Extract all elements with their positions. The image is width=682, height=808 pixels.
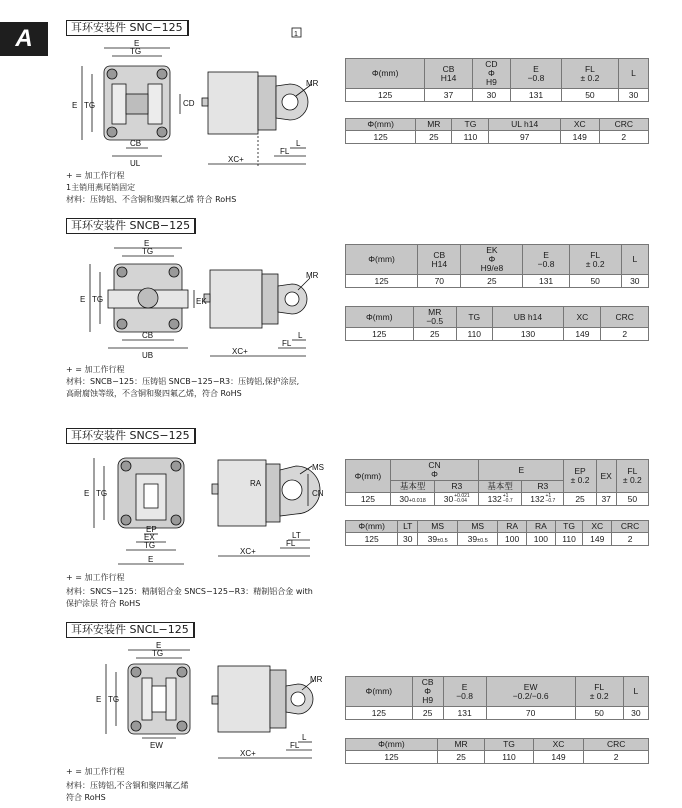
header-cell: UL h14 bbox=[489, 119, 560, 131]
header-cell: Φ(mm) bbox=[346, 521, 398, 533]
header-cell: XC bbox=[533, 739, 584, 751]
dim-e-top: E bbox=[134, 39, 140, 48]
table-cell: 50 bbox=[575, 707, 623, 720]
table-cell: 37 bbox=[425, 89, 473, 102]
table-cell: 125 bbox=[346, 328, 414, 341]
table-row bbox=[346, 89, 649, 102]
table-cell: 30 +0.021 −0.04 bbox=[435, 493, 479, 506]
table-cell: 30+0.018 bbox=[390, 493, 435, 506]
dim-e-top: E bbox=[156, 641, 162, 650]
header-cell: E bbox=[479, 460, 564, 481]
spec-table-sncb-2 bbox=[345, 306, 649, 341]
header-cell: Φ(mm) bbox=[346, 677, 413, 707]
dim-tg-top: TG bbox=[152, 649, 164, 658]
table-cell: 30 bbox=[618, 89, 648, 102]
drawing-sncs bbox=[60, 444, 350, 574]
header-cell: CRC bbox=[601, 307, 649, 328]
dim-cb: CB bbox=[142, 331, 154, 340]
table-cell: 30 bbox=[623, 707, 648, 720]
dim-xc: XC+ bbox=[240, 547, 256, 556]
table-cell: 30 bbox=[472, 89, 510, 102]
dim-tg-bottom: TG bbox=[144, 541, 156, 550]
notes-snc: + = 加工作行程 1主销用燕尾销固定 材料：压铸铝、不含铜和聚四氟乙烯 符合 RoHS bbox=[66, 171, 237, 204]
header-cell: MR −0.5 bbox=[413, 307, 456, 328]
table-cell: 132 +1 −0.7 bbox=[479, 493, 522, 506]
spec-table-snc-2 bbox=[345, 118, 649, 144]
dim-tg-left: TG bbox=[84, 101, 96, 110]
dim-ek: EK bbox=[196, 297, 207, 306]
table-cell: 110 bbox=[555, 533, 583, 546]
table-cell: 30 bbox=[621, 275, 648, 288]
dim-e-top: E bbox=[144, 239, 150, 248]
header-cell: Φ(mm) bbox=[346, 307, 414, 328]
header-row bbox=[346, 245, 649, 275]
table-cell: 125 bbox=[346, 707, 413, 720]
header-cell: XC bbox=[560, 119, 599, 131]
table-cell: 131 bbox=[510, 89, 561, 102]
dim-tg-top: TG bbox=[130, 47, 142, 56]
header-cell: Φ(mm) bbox=[346, 245, 418, 275]
spec-table-snc-1 bbox=[345, 58, 649, 102]
table-cell: 25 bbox=[413, 328, 456, 341]
table-cell: 149 bbox=[564, 328, 601, 341]
header-cell: Φ(mm) bbox=[346, 59, 425, 89]
table-cell: 97 bbox=[489, 131, 560, 144]
table-cell: 130 bbox=[492, 328, 564, 341]
table-cell: 37 bbox=[596, 493, 616, 506]
header-cell: CRC bbox=[612, 521, 649, 533]
header-cell: XC bbox=[583, 521, 612, 533]
table-cell: 125 bbox=[346, 533, 398, 546]
table-row bbox=[346, 275, 649, 288]
spec-table-sncl-1 bbox=[345, 676, 649, 720]
table-cell: 149 bbox=[583, 533, 612, 546]
table-cell: 39±0.5 bbox=[418, 533, 458, 546]
drawing-snc bbox=[60, 31, 350, 170]
header-cell: CRC bbox=[584, 739, 649, 751]
dim-mr: MR bbox=[306, 271, 319, 280]
header-cell: TG bbox=[485, 739, 533, 751]
table-row bbox=[346, 131, 649, 144]
dim-e-left: E bbox=[72, 101, 78, 110]
header-cell: MR bbox=[416, 119, 452, 131]
dim-fl: FL bbox=[280, 147, 290, 156]
table-cell: 2 bbox=[601, 328, 649, 341]
dim-fl: FL bbox=[290, 741, 300, 750]
header-cell: L bbox=[618, 59, 648, 89]
table-cell: 30 bbox=[398, 533, 418, 546]
table-cell: 2 bbox=[612, 533, 649, 546]
table-row bbox=[346, 533, 649, 546]
header-cell: UB h14 bbox=[492, 307, 564, 328]
dim-ul: UL bbox=[130, 159, 141, 168]
dim-mr: MR bbox=[310, 675, 323, 684]
dim-e-left: E bbox=[96, 695, 102, 704]
header-row bbox=[346, 59, 649, 89]
table-cell: 2 bbox=[599, 131, 648, 144]
dim-tg-top: TG bbox=[142, 247, 154, 256]
table-cell: 149 bbox=[533, 751, 584, 764]
table-cell: 131 bbox=[443, 707, 486, 720]
header-cell: E −0.8 bbox=[523, 245, 569, 275]
header-cell: EK Φ H9/e8 bbox=[461, 245, 523, 275]
dim-tg-left: TG bbox=[96, 489, 108, 498]
header-row bbox=[346, 460, 649, 481]
dim-xc: XC+ bbox=[240, 749, 256, 758]
section-title-sncs: 耳环安装件 SNCS−125 bbox=[66, 428, 196, 444]
header-cell: E −0.8 bbox=[510, 59, 561, 89]
header-row bbox=[346, 521, 649, 533]
header-cell: Φ(mm) bbox=[346, 119, 416, 131]
table-cell: 50 bbox=[616, 493, 648, 506]
table-cell: 132 +1 −0.7 bbox=[522, 493, 564, 506]
spec-table-sncl-2 bbox=[345, 738, 649, 764]
table-cell: 25 bbox=[416, 131, 452, 144]
header-row bbox=[346, 307, 649, 328]
dim-xc: XC+ bbox=[232, 347, 248, 356]
table-cell: 125 bbox=[346, 751, 438, 764]
header-cell: FL ± 0.2 bbox=[561, 59, 618, 89]
header-cell: RA bbox=[498, 521, 527, 533]
header-cell: CB H14 bbox=[418, 245, 461, 275]
header-cell: XC bbox=[564, 307, 601, 328]
notes-sncs: + = 加工作行程 材料：SNCS−125：精制铝合金 SNCS−125−R3：精制铝合金 with 保护涂层 符合 RoHS bbox=[66, 573, 313, 608]
table-cell: 110 bbox=[452, 131, 489, 144]
dim-ew: EW bbox=[150, 741, 163, 750]
table-cell: 2 bbox=[584, 751, 649, 764]
table-cell: 50 bbox=[561, 89, 618, 102]
table-cell: 149 bbox=[560, 131, 599, 144]
header-cell: FL ± 0.2 bbox=[575, 677, 623, 707]
header-cell: EX bbox=[596, 460, 616, 493]
dim-ref-marker: 1 bbox=[294, 31, 298, 38]
dim-e-left: E bbox=[80, 295, 86, 304]
header-row bbox=[346, 739, 649, 751]
dim-ms: MS bbox=[312, 463, 324, 472]
table-cell: 125 bbox=[346, 275, 418, 288]
header-cell: EW −0.2/−0.6 bbox=[486, 677, 575, 707]
table-cell: 50 bbox=[569, 275, 621, 288]
table-cell: 131 bbox=[523, 275, 569, 288]
header-cell: L bbox=[621, 245, 648, 275]
table-cell: 125 bbox=[346, 131, 416, 144]
table-row bbox=[346, 328, 649, 341]
header-cell: MS bbox=[418, 521, 458, 533]
dim-tg-left: TG bbox=[108, 695, 120, 704]
header-cell: MS bbox=[458, 521, 498, 533]
dim-e-bottom: E bbox=[148, 555, 154, 564]
subheader-cell: R3 bbox=[435, 481, 479, 493]
header-cell: CB Φ H9 bbox=[412, 677, 443, 707]
dim-l: L bbox=[302, 733, 307, 742]
dim-fl: FL bbox=[282, 339, 292, 348]
table-cell: 100 bbox=[527, 533, 556, 546]
table-cell: 70 bbox=[418, 275, 461, 288]
subheader-cell: R3 bbox=[522, 481, 564, 493]
header-cell: FL ± 0.2 bbox=[616, 460, 648, 493]
section-tab: A bbox=[0, 22, 48, 56]
subheader-cell: 基本型 bbox=[479, 481, 522, 493]
drawing-sncb bbox=[60, 234, 350, 364]
dim-cb: CB bbox=[130, 139, 142, 148]
table-cell: 125 bbox=[346, 89, 425, 102]
dim-l: L bbox=[296, 139, 301, 148]
dim-fl: FL bbox=[286, 539, 296, 548]
spec-table-sncb-1 bbox=[345, 244, 649, 288]
table-cell: 70 bbox=[486, 707, 575, 720]
table-cell: 25 bbox=[564, 493, 596, 506]
header-cell: E −0.8 bbox=[443, 677, 486, 707]
section-title-sncb: 耳环安装件 SNCB−125 bbox=[66, 218, 196, 234]
spec-table-sncs-2 bbox=[345, 520, 649, 546]
dim-lt: LT bbox=[292, 531, 301, 540]
dim-ub: UB bbox=[142, 351, 154, 360]
section-title-sncl: 耳环安装件 SNCL−125 bbox=[66, 622, 195, 638]
section-title-snc: 耳环安装件 SNC−125 bbox=[66, 20, 189, 36]
dim-l: L bbox=[298, 331, 303, 340]
dim-ex: EX bbox=[144, 533, 155, 542]
header-cell: TG bbox=[452, 119, 489, 131]
header-cell: Φ(mm) bbox=[346, 739, 438, 751]
table-row bbox=[346, 707, 649, 720]
table-cell: 25 bbox=[461, 275, 523, 288]
table-cell: 39±0.5 bbox=[458, 533, 498, 546]
table-cell: 100 bbox=[498, 533, 527, 546]
dim-mr: MR bbox=[306, 79, 319, 88]
subheader-cell: 基本型 bbox=[390, 481, 435, 493]
dim-cd: CD bbox=[183, 99, 195, 108]
table-cell: 110 bbox=[456, 328, 492, 341]
header-row bbox=[346, 677, 649, 707]
table-row bbox=[346, 751, 649, 764]
spec-table-sncs-1 bbox=[345, 459, 649, 506]
table-cell: 25 bbox=[437, 751, 484, 764]
header-cell: MR bbox=[437, 739, 484, 751]
table-cell: 110 bbox=[485, 751, 533, 764]
header-row bbox=[346, 119, 649, 131]
notes-sncb: + = 加工作行程 材料：SNCB−125：压铸铝 SNCB−125−R3：压铸铝,保护涂层, 高耐腐蚀等级，不含铜和聚四氟乙烯，符合 RoHS bbox=[66, 365, 300, 398]
header-cell: Φ(mm) bbox=[346, 460, 391, 493]
header-cell: RA bbox=[527, 521, 556, 533]
header-cell: TG bbox=[555, 521, 583, 533]
header-cell: CRC bbox=[599, 119, 648, 131]
drawing-sncl bbox=[60, 638, 350, 766]
header-cell: FL ± 0.2 bbox=[569, 245, 621, 275]
dim-ep: EP bbox=[146, 525, 157, 534]
header-cell: CB H14 bbox=[425, 59, 473, 89]
dim-e-left: E bbox=[84, 489, 90, 498]
header-cell: CD Φ H9 bbox=[472, 59, 510, 89]
header-cell: EP ± 0.2 bbox=[564, 460, 596, 493]
dim-xc: XC+ bbox=[228, 155, 244, 164]
table-cell: 125 bbox=[346, 493, 391, 506]
dim-tg-left: TG bbox=[92, 295, 104, 304]
header-cell: L bbox=[623, 677, 648, 707]
dim-ra: RA bbox=[250, 479, 262, 488]
table-cell: 25 bbox=[412, 707, 443, 720]
notes-sncl: + = 加工作行程 材料：压铸铝,不含铜和聚四氟乙烯 符合 RoHS bbox=[66, 767, 189, 802]
header-cell: CN Φ bbox=[390, 460, 478, 481]
dim-cn: CN bbox=[312, 489, 324, 498]
table-row bbox=[346, 493, 649, 506]
header-cell: TG bbox=[456, 307, 492, 328]
header-cell: LT bbox=[398, 521, 418, 533]
